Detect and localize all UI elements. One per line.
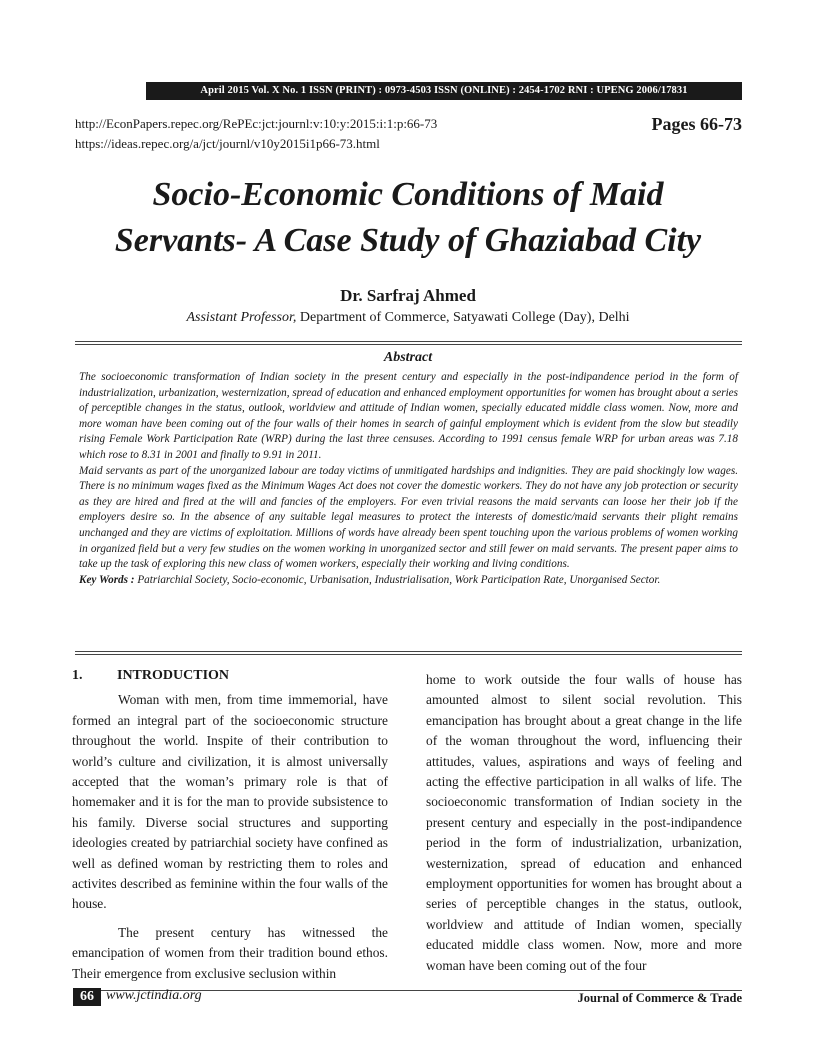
section-title: INTRODUCTION — [117, 668, 230, 683]
body-paragraph: Woman with men, from time immemorial, have formed an integral part of the socioeconomic structure throughout the world. Inspite of their contribution to world’s culture and civilization, it is almost universally accepted that the woman’s primary role is that of homemaker and it is for the man to provide subsistence to his family. Diverse social structures and supporting ideologies created by patriarchial society have confined as well as defined woman by restricting them to roles and activites described as feminine within the four walls of the house. — [72, 692, 388, 912]
ideas-url[interactable]: https://ideas.repec.org/a/jct/journl/v10y2015i1p66-73.html — [75, 136, 380, 151]
journal-website[interactable]: www.jctindia.org — [106, 988, 202, 1003]
abstract-paragraph-1: The socioeconomic transformation of Indian society in the present century and especially in the post-indipandence period in the form of industrialization, urbanization, westernization, spread of education and enhanced employment opportunities for women has brought about a series of perceptible changes in the status, outlook, worldview and attitude of Indian women, specially educated middle class women. Now, more and more woman have been coming out of the four walls of their homes in search of gainful employment which is evident from the slow but steadily rising Female Work Participation Rate (WRP) during the last three censuses. According to 1991 census female WRP for urban areas was 7.18 which rose to 8.31 in 2001 and finally to 9.91 in 2011. — [79, 371, 738, 461]
journal-name: Journal of Commerce & Trade — [577, 991, 742, 1005]
section-heading — [72, 666, 388, 686]
right-column — [426, 670, 742, 976]
body-paragraph: The present century has witnessed the emancipation of women from their tradition bound ethos. Their emergence from exclusive seclusion within — [72, 924, 388, 981]
title-line-1: Socio-Economic Conditions of Maid — [152, 176, 664, 213]
abstract-top-rule — [75, 341, 742, 342]
affiliation-detail: Department of Commerce, Satyawati College (Day), Delhi — [296, 310, 630, 325]
abstract-body — [79, 370, 738, 588]
paper-title — [60, 172, 756, 264]
abstract-bottom-rule-inner — [75, 654, 742, 655]
body-paragraph: home to work outside the four walls of house has amounted almost to silent social revolution. This emancipation has brought about a great change in the life of the woman throughout the word, influencing their attitudes, values, aspirations and ways of feeling and acting the effective participation in all walks of life. The socioeconomic transformation of Indian society in the present century and especially in the post-indipandence period in the form of industrialization, urbanization, westernization, spread of education and enhanced employment opportunities for women has brought about a series of perceptible changes in the status, outlook, worldview and attitude of Indian women, specially educated middle class women. Now, more and more woman have been coming out of the four — [426, 672, 742, 973]
econpapers-url[interactable]: http://EconPapers.repec.org/RePEc:jct:journl:v:10:y:2015:i:1:p:66-73 — [75, 116, 438, 131]
abstract-bottom-rule — [75, 651, 742, 652]
abstract-heading: Abstract — [383, 350, 433, 365]
author-affiliation — [0, 310, 816, 326]
keywords-label: Key Words : — [79, 573, 135, 586]
abstract-top-rule-inner — [75, 344, 742, 345]
page-number: 66 — [73, 988, 101, 1006]
left-column — [72, 666, 388, 984]
keywords-list: Patriarchial Society, Socio-economic, Urbanisation, Industrialisation, Work Participation Rate, Unorganised Sector. — [134, 573, 661, 586]
author-name: Dr. Sarfraj Ahmed — [340, 286, 476, 305]
issue-banner: April 2015 Vol. X No. 1 ISSN (PRINT) : 0973-4503 ISSN (ONLINE) : 2454-1702 RNI : UPENG 2006/17831 — [146, 82, 742, 100]
affiliation-role: Assistant Professor, — [186, 310, 297, 325]
title-line-2: Servants- A Case Study of Ghaziabad City — [114, 222, 702, 259]
abstract-paragraph-2: Maid servants as part of the unorganized labour are today victims of unmitigated hardships and indignities. They are paid shockingly low wages. There is no minimum wages fixed as the Minimum Wages Act does not cover the domestic workers. They do not have any job protection or security as they are hired and fired at the will and fancies of the employers. For even trivial reasons the maid servants can loose her their job if the employers desire so. In the absence of any suitable legal measures to protect the interests of domestic/maid servants their plight remains unchanged and they are victims of exploitation. Millions of words have already been spent touching upon the various problems of women working in organized field but a very few studies on the women working in unorganized sector and still fewer on maid servants. The present paper aims to take up the task of exploring this new class of women workers, especially their working and living conditions. — [79, 464, 738, 571]
section-number: 1. — [72, 668, 83, 683]
page-range: Pages 66-73 — [651, 114, 742, 134]
keywords — [79, 573, 738, 589]
